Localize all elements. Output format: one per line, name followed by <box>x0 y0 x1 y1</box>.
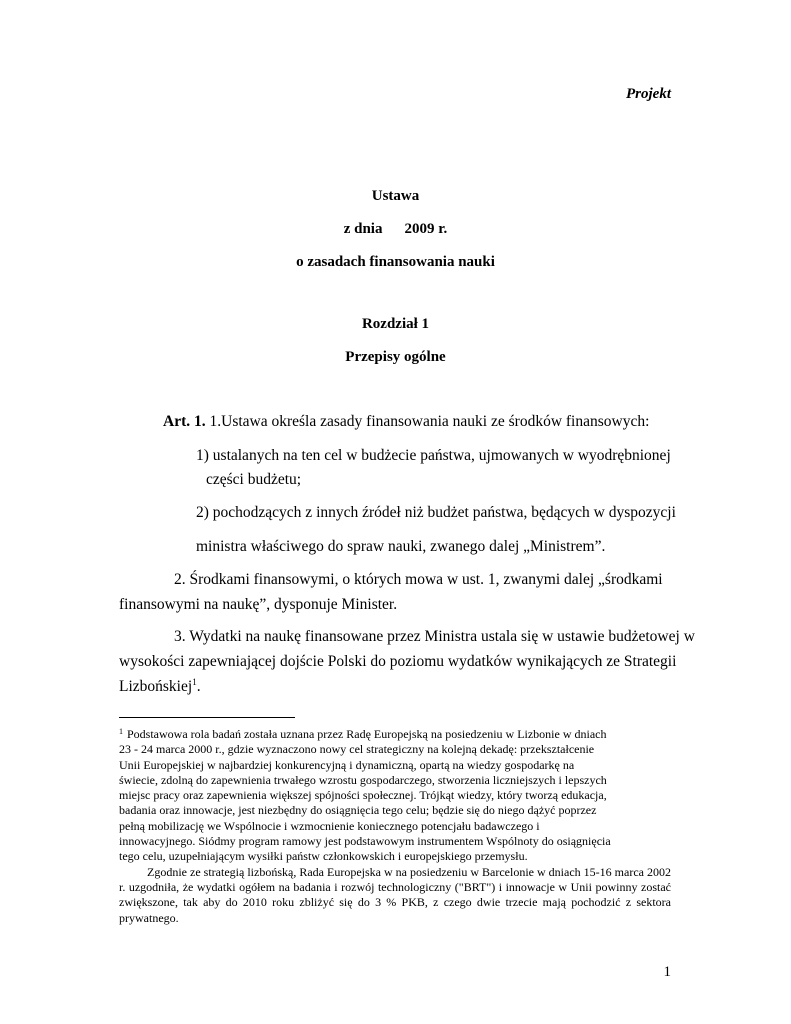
article-1-para-2-line-2: finansowymi na naukę”, dysponuje Minister. <box>119 596 398 613</box>
footnote-line: 23 - 24 marca 2000 r., gdzie wyznaczono nowy cel strategiczny na kolejną dekadę: przekształcenie <box>119 742 595 757</box>
document-subject: o zasadach finansowania nauki <box>296 254 495 270</box>
article-1-item-1-line-2: części budżetu; <box>206 471 302 488</box>
footnote-line <box>119 724 671 742</box>
projekt-label: Projekt <box>626 86 671 102</box>
article-1-para-3-line-1: 3. Wydatki na naukę finansowane przez Ministra ustala się w ustawie budżetowej w <box>174 628 695 645</box>
footnote-line: świecie, zdolną do zapewnienia trwałego wzrostu gospodarczego, stworzenia liczniejszych i lepszych <box>119 772 607 787</box>
para-3-text-end: Lizbońskiej <box>119 678 193 695</box>
article-1-para-2-line-1: 2. Środkami finansowymi, o których mowa w ust. 1, zwanymi dalej „środkami <box>174 571 663 588</box>
footnote-line: Unii Europejskiej w najbardziej konkurencyjną i dynamiczną, opartą na wiedzy gospodarkę na <box>119 757 575 772</box>
para-3-period: . <box>196 678 201 695</box>
article-1-item-2-line-2: ministra właściwego do spraw nauki, zwanego dalej „Ministrem”. <box>196 538 606 555</box>
article-1-label: Art. 1. <box>163 413 206 430</box>
footnote-number: 1 <box>119 727 123 736</box>
footnote <box>119 724 671 926</box>
article-1-intro <box>163 413 649 431</box>
document-type-title: Ustawa <box>371 188 420 204</box>
chapter-heading: Rozdział 1 <box>361 316 430 332</box>
footnote-line: miejsc pracy oraz zapewnienia większej spójności społecznej. Trójkąt wiedzy, który tworzą edukacja, <box>119 788 607 803</box>
article-1-item-2-line-1: 2) pochodzących z innych źródeł niż budżet państwa, będących w dyspozycji <box>196 504 676 521</box>
date-year: 2009 r. <box>404 221 448 237</box>
page-number: 1 <box>663 964 671 980</box>
footnote-text: Podstawowa rola badań została uznana przez Radę Europejską na posiedzeniu w Lizbonie w dniach <box>127 727 607 741</box>
date-prefix: z dnia <box>343 221 383 237</box>
footnote-line: tego celu, uzupełniającym wysiłki państw członkowskich i europejskiego przemysłu. <box>119 849 528 864</box>
document-date <box>0 221 791 238</box>
article-1-item-1-line-1: 1) ustalanych na ten cel w budżecie państwa, ujmowanych w wyodrębnionej <box>196 447 671 464</box>
footnote-paragraph-2: Zgodnie ze strategią lizbońską, Rada Europejska w na posiedzeniu w Barcelonie w dniach 15-16 marca 2002 r. uzgodniła, że wydatki ogółem na badania i rozwój technologiczny ("BRT") i innowacje w Unii powinny zostać zwiększone, tak aby do 2010 roku zbliżyć się do 3 % PKB, z czego dwie trzecie mają pochodzić z sektora prywatnego. <box>119 864 671 925</box>
footnote-line: badania oraz innowacje, jest niezbędny do osiągnięcia tego celu; będzie się do niego dążyć poprzez <box>119 803 597 818</box>
chapter-title: Przepisy ogólne <box>345 349 446 365</box>
footnote-line: pełną mobilizację we Wspólnocie i wzmocnienie koniecznego potencjału badawczego i <box>119 818 540 833</box>
footnote-separator <box>119 717 295 718</box>
article-1-intro-text: 1.Ustawa określa zasady finansowania nauki ze środków finansowych: <box>209 413 650 430</box>
article-1-para-3-line-3 <box>119 677 201 696</box>
article-1-para-3-line-2: wysokości zapewniającej dojście Polski do poziomu wydatków wynikających ze Strategii <box>119 653 677 670</box>
footnote-reference[interactable]: 1 <box>192 677 197 687</box>
footnote-line: innowacyjnego. Siódmy program ramowy jest podstawowym instrumentem Wspólnoty do osiągnięcia <box>119 834 611 849</box>
